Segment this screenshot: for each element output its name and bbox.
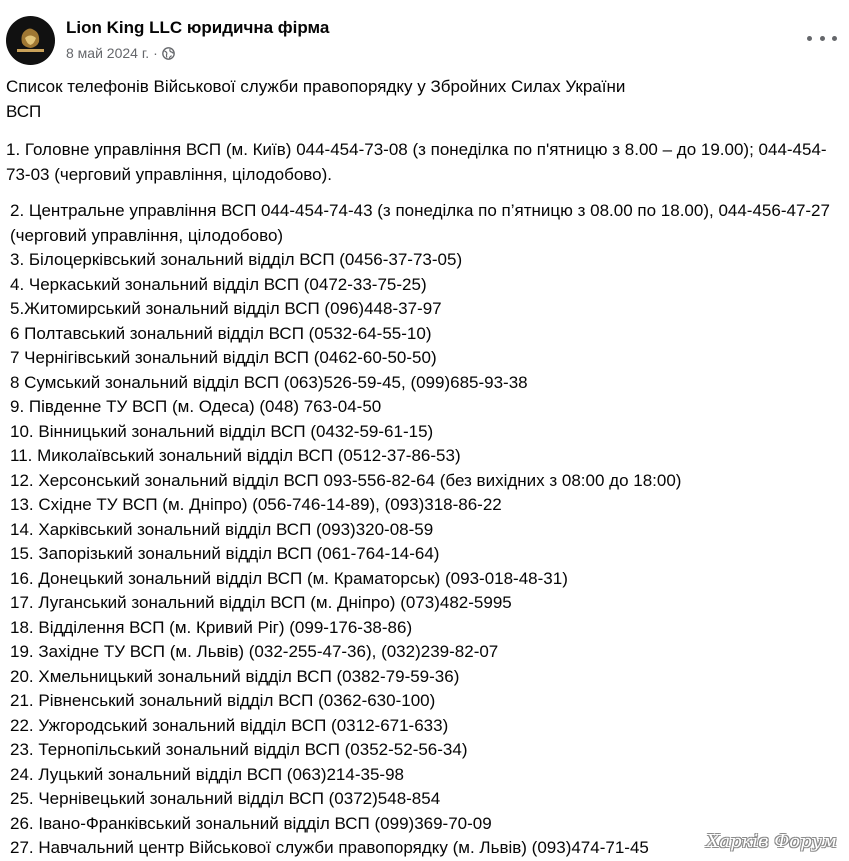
intro-line-2: ВСП (6, 101, 42, 121)
list-item: 11. Миколаївський зональний відділ ВСП (0512-37-86-53) (10, 446, 461, 465)
watermark: Харків Форум (706, 831, 837, 852)
list-item: 10. Вінницький зональний відділ ВСП (0432-59-61-15) (10, 421, 434, 441)
list-item: 19. Західне ТУ ВСП (м. Львів) (032-255-47-36), (032)239-82-07 (10, 642, 499, 661)
list-item: 9. Південне ТУ ВСП (м. Одеса) (048) 763-04-50 (10, 397, 382, 416)
list-item: 4. Черкаський зональний відділ ВСП (0472-33-75-25) (10, 274, 427, 294)
post-header (0, 0, 849, 72)
list-item: 13. Східне ТУ ВСП (м. Дніпро) (056-746-14-89), (093)318-86-22 (10, 495, 502, 514)
list-item: 12. Херсонський зональний відділ ВСП 093-556-82-64 (без вихідних з 08:00 до 18:00) (10, 470, 682, 490)
list-item: 26. Івано-Франківський зональний відділ ВСП (099)369-70-09 (10, 813, 492, 833)
post-body (6, 75, 836, 861)
list-item: 23. Тернопільський зональний відділ ВСП (0352-52-56-34) (10, 740, 468, 759)
list-item: 17. Луганський зональний відділ ВСП (м. Дніпро) (073)482-5995 (10, 593, 512, 612)
author-name[interactable]: Lion King LLC юридична фірма (66, 18, 330, 37)
list-item: 8 Сумський зональний відділ ВСП (063)526-59-45, (099)685-93-38 (10, 372, 528, 392)
list-item: 22. Ужгородський зональний відділ ВСП (0312-671-633) (10, 715, 449, 735)
meta-separator: · (153, 45, 158, 61)
more-options-icon[interactable] (807, 28, 837, 48)
post-date[interactable]: 8 май 2024 г. (66, 45, 150, 61)
list-item: 15. Запорізький зональний відділ ВСП (061-764-14-64) (10, 544, 440, 563)
list-item: 24. Луцький зональний відділ ВСП (063)214-35-98 (10, 764, 404, 784)
post-meta (66, 45, 175, 61)
list (6, 248, 836, 861)
lion-logo-icon[interactable] (6, 16, 55, 65)
list-item: 16. Донецький зональний відділ ВСП (м. Краматорськ) (093-018-48-31) (10, 568, 568, 588)
list-item: 5.Житомирський зональний відділ ВСП (096)448-37-97 (10, 299, 442, 318)
list-item: 27. Навчальний центр Військової служби правопорядку (м. Львів) (093)474-71-45 (10, 838, 649, 857)
list-item: 20. Хмельницький зональний відділ ВСП (0382-79-59-36) (10, 666, 460, 686)
list-item: 3. Білоцерківський зональний відділ ВСП (0456-37-73-05) (10, 250, 463, 269)
list-item: 18. Відділення ВСП (м. Кривий Ріг) (099-176-38-86) (10, 617, 413, 637)
list-item: 2. Центральне управління ВСП 044-454-74-43 (з понеділка по п’ятницю з 08.00 по 18.00), 044-456-47-27 (черговий управління, цілодобово) (10, 201, 830, 245)
intro-line-1: Список телефонів Військової служби правопорядку у Збройних Силах України (6, 77, 626, 96)
list-item: 7 Чернігівський зональний відділ ВСП (0462-60-50-50) (10, 348, 437, 367)
list-item: 6 Полтавський зональний відділ ВСП (0532-64-55-10) (10, 323, 432, 343)
list-item: 1. Головне управління ВСП (м. Київ) 044-454-73-08 (з понеділка по п'ятницю з 8.00 – до 19.00); 044-454-73-03 (черговий управління, цілодобово). (6, 140, 827, 184)
list-item: 14. Харківський зональний відділ ВСП (093)320-08-59 (10, 519, 434, 539)
globe-icon[interactable] (162, 47, 175, 60)
intro-block (6, 75, 836, 124)
list-item: 21. Рівненський зональний відділ ВСП (0362-630-100) (10, 691, 436, 710)
list-item: 25. Чернівецький зональний відділ ВСП (0372)548-854 (10, 789, 441, 808)
